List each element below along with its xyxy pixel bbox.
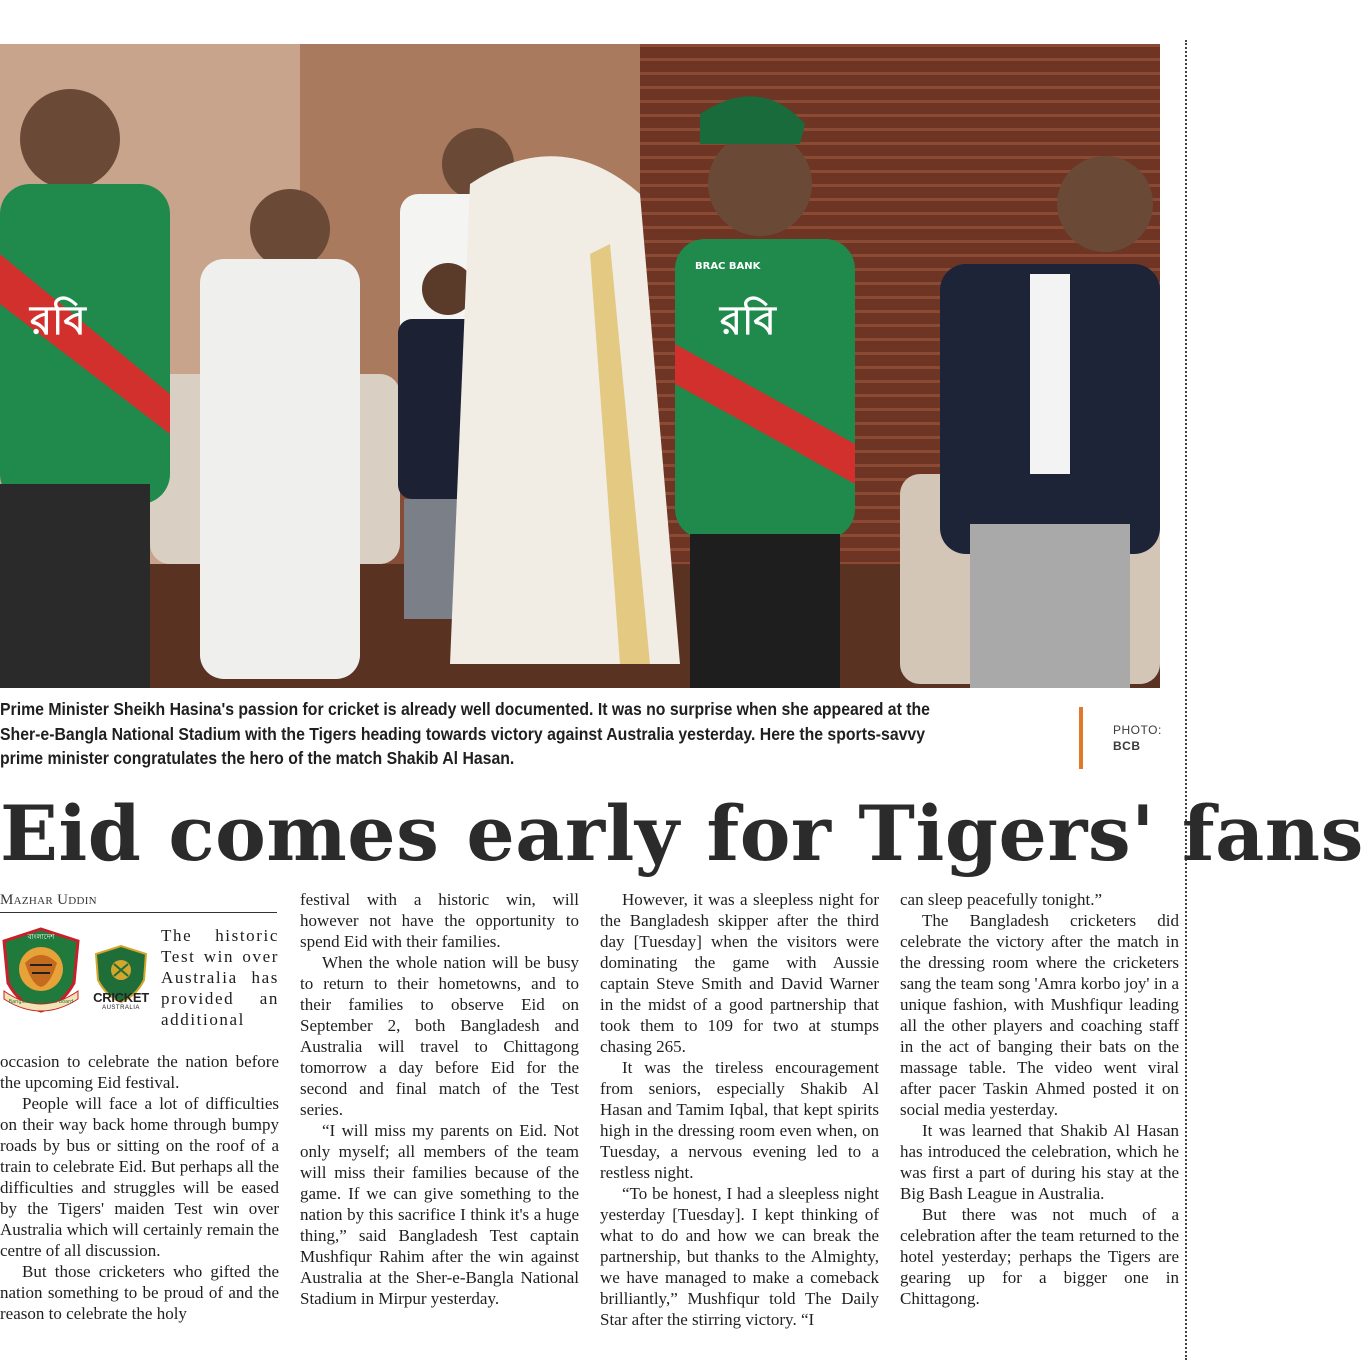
article-paragraph: The Bangladesh cricketers did celebrate the victory after the match in the dressing room where the cricketers sang the team song 'Amra korbo joy' in a unique fashion, with Mushfiqur leading all the other players and coaching staff in the act of banging their bats on the massage table. The video went viral after pacer Taskin Ahmed posted it on social media yesterday. bbox=[900, 911, 1179, 1119]
bcb-logo-icon bbox=[0, 925, 82, 1013]
intro-line: Australia has bbox=[161, 968, 279, 987]
byline bbox=[0, 892, 277, 913]
photo-credit bbox=[1113, 722, 1162, 754]
photo-caption: Prime Minister Sheikh Hasina's passion for cricket is already well documented. It was no surprise when she appeared at the Sher-e-Bangla National Stadium with the Tigers heading towards victory against Australia yesterday. Here the sports-savvy prime minister congratulates the hero of the match Shakib Al Hasan. bbox=[0, 699, 930, 768]
photo-credit-source: BCB bbox=[1113, 739, 1141, 753]
article-paragraph: When the whole nation will be busy to return to their hometowns, and to their families to observe Eid on September 2, both Bangladesh and Australia will travel to Chittagong tomorrow a day before Eid for the second and final match of the Test series. bbox=[300, 953, 579, 1119]
intro-line: additional bbox=[161, 1010, 245, 1029]
article-paragraph: But there was not much of a celebration after the team returned to the hotel yesterday; perhaps the Tigers are gearing up for a bigger one in Chittagong. bbox=[900, 1205, 1179, 1308]
article-paragraph: People will face a lot of difficulties on their way back home through bumpy roads by bus or sitting on the roof of a train to celebrate Eid. But perhaps all the difficulties and struggles will be eased by the Tigers' maiden Test win over Australia which will certainly remain the centre of all discussion. bbox=[0, 1094, 279, 1260]
article-column-2 bbox=[300, 889, 579, 1309]
svg-text:বাংলাদেশ: বাংলাদেশ bbox=[27, 933, 55, 941]
article-column-4 bbox=[900, 889, 1179, 1309]
ca-sub: AUSTRALIA bbox=[102, 1005, 140, 1011]
byline-author: Mazhar Uddin bbox=[0, 892, 97, 908]
article-paragraph: festival with a historic win, will however not have the opportunity to spend Eid with their families. bbox=[300, 890, 579, 951]
ca-name: CRICKET bbox=[93, 990, 149, 1005]
article-paragraph: It was learned that Shakib Al Hasan has introduced the celebration, which he was first a part of during his stay at the Big Bash League in Australia. bbox=[900, 1121, 1179, 1203]
intro-line: Test win over bbox=[161, 947, 279, 966]
intro-line: The historic bbox=[161, 926, 279, 945]
svg-text:Bangladesh Cricket Board: Bangladesh Cricket Board bbox=[8, 999, 74, 1005]
article-paragraph: “I will miss my parents on Eid. Not only myself; all members of the team will miss their families because of the game. If we can give something to the nation by this sacrifice I think it's a huge thing,” said Bangladesh Test captain Mushfiqur Rahim after the win against Australia at the Sher-e-Bangla National Stadium in Mirpur yesterday. bbox=[300, 1121, 579, 1308]
news-photo bbox=[0, 44, 1160, 688]
headline: Eid comes early for Tigers' fans bbox=[0, 789, 1364, 878]
cricket-australia-wordmark bbox=[88, 990, 154, 1012]
article-paragraph: “To be honest, I had a sleepless night yesterday [Tuesday]. I kept thinking of what to do and how we can break the partnership, but thanks to the Almighty, we have managed to make a comeback brilliantly,” Mushfiqur told The Daily Star after the stirring victory. “I bbox=[600, 1184, 879, 1329]
jersey-text-left: রবি bbox=[30, 298, 86, 344]
article-paragraph: occasion to celebrate the nation before the upcoming Eid festival. bbox=[0, 1052, 279, 1092]
column-separator bbox=[1185, 40, 1187, 1360]
article-paragraph: But those cricketers who gifted the nation something to be proud of and the reason to celebrate the holy bbox=[0, 1262, 279, 1323]
article-column-3 bbox=[600, 889, 879, 1330]
credit-accent-bar bbox=[1079, 707, 1083, 769]
intro-line: provided an bbox=[161, 989, 279, 1008]
article-paragraph: It was the tireless encouragement from seniors, especially Shakib Al Hasan and Tamim Iqbal, that kept spirits high in the dressing room even when, on Tuesday, a nervous evening led to a restless night. bbox=[600, 1058, 879, 1182]
article-column-1 bbox=[0, 1051, 279, 1324]
photo-credit-label: PHOTO: bbox=[1113, 723, 1162, 737]
article-col1-intro bbox=[161, 925, 279, 1030]
photo-illustration bbox=[0, 44, 1160, 688]
sponsor-text: BRAC BANK bbox=[695, 261, 761, 272]
article-paragraph: However, it was a sleepless night for the Bangladesh skipper after the third day [Tuesday] when the visitors were dominating the game with Aussie captain Steve Smith and David Warner in the midst of a good partnership that took them to 109 for two at stumps chasing 265. bbox=[600, 890, 879, 1056]
jersey-text-right: রবি bbox=[720, 298, 776, 344]
article-paragraph: can sleep peacefully tonight.” bbox=[900, 890, 1103, 909]
